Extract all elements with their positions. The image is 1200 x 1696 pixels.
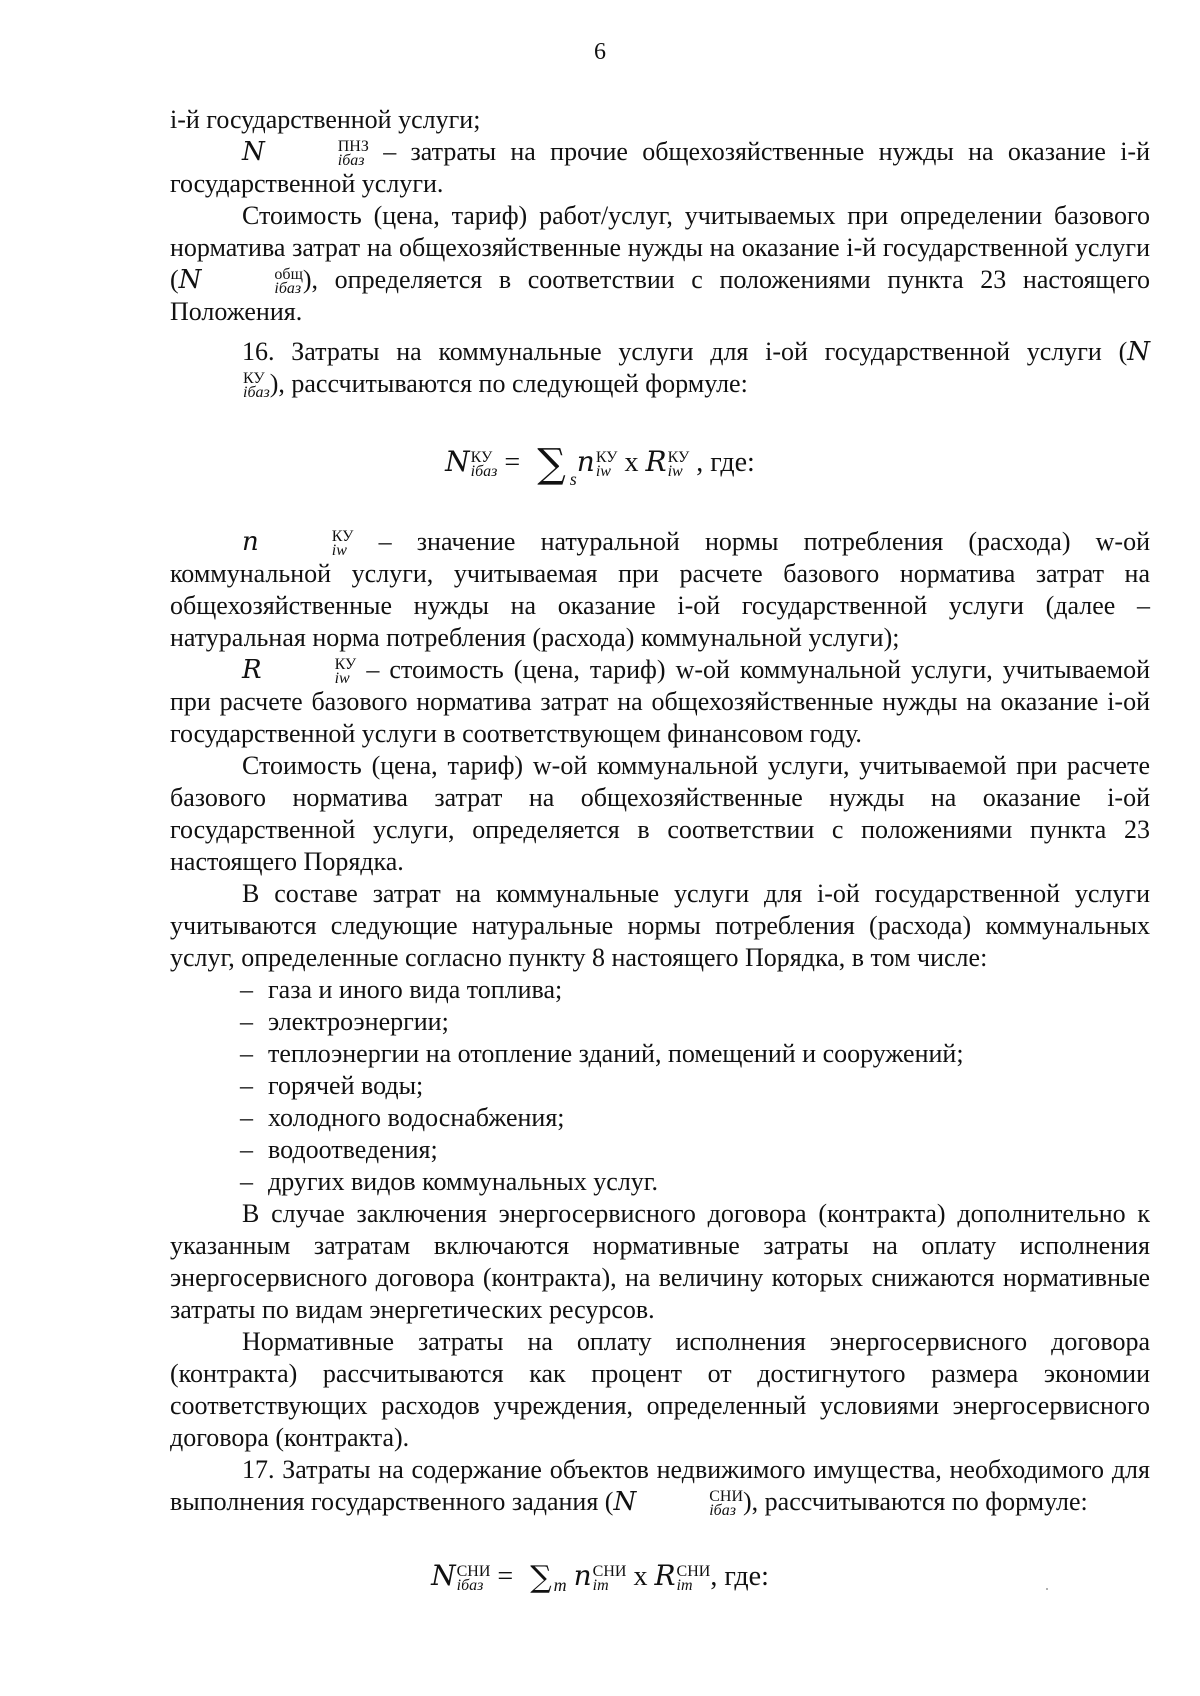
symbol-n-ku-sup: КУ: [243, 370, 265, 388]
scan-speck: [1046, 1588, 1048, 1590]
paragraph-1: [170, 104, 1150, 136]
symbol-n-pnz-sup: ПНЗ: [337, 138, 369, 156]
paragraph-8: [170, 878, 1150, 974]
paragraph-10-text: Нормативные затраты на оплату исполнения энергосервисного договора (контракта) рассчитываются как процент от достигнутого размера экономии соответствующих расходов учреждения, определенный условиями энергосервисного договора (контракта).: [170, 1327, 1150, 1452]
formula-sni-lhs-indices: [456, 1562, 491, 1594]
paragraph-6: [170, 654, 1150, 750]
paragraph-11-text: [170, 1454, 1150, 1518]
formula-ku-lhs-indices: [470, 448, 498, 480]
paragraph-3: [170, 200, 1150, 328]
formula-sni-r-sup: СНИ: [676, 1562, 711, 1580]
symbol-n-sni: N: [613, 1487, 637, 1517]
paragraph-11: [170, 1454, 1150, 1518]
formula-sni-n-indices: [592, 1562, 627, 1594]
paragraph-3-part-a: Стоимость (цена, тариф) работ/услуг, учитываемых при определении базового норматива затрат на общехозяйственные нужды на оказание i-й государственной услуги (: [170, 201, 1150, 294]
symbol-n-obsh: N: [178, 265, 202, 295]
utility-list: [240, 974, 1140, 1198]
formula-sni-tail: , где:: [710, 1561, 769, 1592]
symbol-n-iw-sub: iw: [331, 542, 347, 560]
symbol-n-iw-sup: КУ: [331, 528, 354, 546]
formula-ku-lhs: N: [445, 445, 470, 478]
list-item-text: других видов коммунальных услуг.: [268, 1167, 659, 1196]
formula-ku-lhs-sub: iбаз: [470, 462, 498, 480]
paragraph-3-part-b: ), определяется в соответствии с положениями пункта 23 настоящего Положения.: [170, 265, 1150, 327]
paragraph-7: [170, 750, 1150, 878]
paragraph-5: [170, 526, 1150, 654]
formula-sni-sum-index: m: [553, 1575, 567, 1595]
formula-ku-equals: =: [497, 447, 528, 478]
paragraph-2-body: – затраты на прочие общехозяйственные нужды на оказание i-й государственной услуги.: [170, 137, 1150, 199]
paragraph-2: [170, 136, 1150, 200]
symbol-n-iw-indices: [260, 530, 354, 558]
symbol-n-pnz-indices: [266, 140, 369, 168]
symbol-n-obsh-indices: [202, 268, 302, 296]
symbol-n-sni-sup: СНИ: [709, 1488, 743, 1506]
paragraph-11-part-b: ), рассчитываются по формуле:: [743, 1487, 1088, 1516]
formula-sni-r-sub: im: [676, 1576, 693, 1594]
formula-sni-n-sub: im: [592, 1576, 609, 1594]
formula-ku-r-indices: [667, 448, 690, 480]
formula-ku-n-indices: [595, 448, 618, 480]
paragraph-1-text: i-й государственной услуги;: [170, 105, 481, 134]
formula-ku-lhs-sup: КУ: [470, 448, 493, 466]
symbol-r-iw-indices: [263, 658, 357, 686]
formula-ku: [0, 441, 1200, 495]
formula-sni-times: x: [626, 1561, 655, 1592]
symbol-n-ku: N: [1127, 337, 1150, 367]
paragraph-4-text: [170, 336, 1150, 400]
paragraph-5-text: [170, 526, 1150, 654]
formula-sni-equals: =: [490, 1561, 521, 1592]
paragraph-4-part-a: 16. Затраты на коммунальные услуги для i-ой государственной услуги (: [242, 337, 1128, 366]
list-dash: –: [240, 1103, 253, 1132]
formula-ku-r-sup: КУ: [667, 448, 690, 466]
formula-sni-n: n: [573, 1559, 592, 1592]
paragraph-4-part-b: ), рассчитываются по следующей формуле:: [269, 369, 748, 398]
paragraph-9-text: В случае заключения энергосервисного договора (контракта) дополнительно к указанным затратам включаются нормативные затраты на оплату исполнения энергосервисного договора (контракта), на величину которых снижаются нормативные затраты по видам энергетических ресурсов.: [170, 1199, 1150, 1324]
paragraph-11-part-a: 17. Затраты на содержание объектов недвижимого имущества, необходимого для выполнения государственного задания (: [170, 1455, 1150, 1516]
list-item: [240, 1038, 1140, 1070]
formula-ku-times: x: [617, 447, 646, 478]
symbol-n-ku-indices: [171, 372, 270, 400]
list-dash: –: [240, 1135, 253, 1164]
formula-ku-tail: , где:: [689, 447, 755, 478]
formula-sni: [0, 1560, 1200, 1601]
symbol-r-iw-sup: КУ: [334, 656, 357, 674]
list-item: [240, 1166, 1140, 1198]
formula-ku-r-sub: iw: [667, 462, 683, 480]
paragraph-6-text: [170, 654, 1150, 750]
list-item: [240, 1134, 1140, 1166]
list-item-text: теплоэнергии на отопление зданий, помещений и сооружений;: [268, 1039, 964, 1068]
paragraph-2-text: [170, 136, 1150, 200]
symbol-r-iw-sub: iw: [334, 670, 350, 688]
symbol-n-obsh-sub: iбаз: [274, 280, 302, 298]
list-item-text: водоотведения;: [268, 1135, 438, 1164]
formula-sni-lhs: N: [431, 1559, 456, 1592]
formula-ku-n-sup: КУ: [595, 448, 618, 466]
paragraph-7-text: Стоимость (цена, тариф) w-ой коммунальной услуги, учитываемой при расчете базового норматива затрат на общехозяйственные нужды на оказание i-ой государственной услуги, определяется в соответствии с положениями пункта 23 настоящего Порядка.: [170, 751, 1150, 876]
formula-sni-r-indices: [676, 1562, 711, 1594]
list-item-text: горячей воды;: [268, 1071, 424, 1100]
formula-ku-r: R: [645, 445, 667, 478]
list-item-text: электроэнергии;: [268, 1007, 449, 1036]
formula-ku-sum-sign: ∑: [537, 441, 566, 487]
paragraph-3-text: [170, 200, 1150, 328]
formula-sni-sum-sign: ∑: [530, 1560, 552, 1595]
paragraph-9: [170, 1198, 1150, 1326]
paragraph-10: [170, 1326, 1150, 1454]
list-dash: –: [240, 1039, 253, 1068]
list-dash: –: [240, 1007, 253, 1036]
formula-sni-r: R: [654, 1559, 676, 1592]
list-item-text: холодного водоснабжения;: [268, 1103, 565, 1132]
formula-ku-n-sub: iw: [595, 462, 611, 480]
list-item: [240, 1102, 1140, 1134]
list-dash: –: [240, 1071, 253, 1100]
list-dash: –: [240, 1167, 253, 1196]
list-item-text: газа и иного вида топлива;: [268, 975, 563, 1004]
symbol-n-sni-sub: iбаз: [709, 1502, 736, 1520]
symbol-n-pnz: N: [242, 137, 265, 167]
formula-sni-lhs-sup: СНИ: [456, 1562, 491, 1580]
symbol-r-iw: R: [242, 655, 262, 685]
list-item: [240, 1006, 1140, 1038]
paragraph-4: [170, 336, 1150, 400]
formula-ku-n: n: [576, 445, 595, 478]
list-item: [240, 974, 1140, 1006]
paragraph-8-text: В составе затрат на коммунальные услуги для i-ой государственной услуги учитываются следующие натуральные нормы потребления (расхода) коммунальных услуг, определенные согласно пункту 8 настоящего Порядка, в том числе:: [170, 879, 1150, 972]
formula-sni-lhs-sub: iбаз: [456, 1576, 484, 1594]
formula-ku-sum-index: s: [569, 469, 577, 489]
symbol-n-sni-indices: [637, 1490, 743, 1518]
formula-sni-n-sup: СНИ: [592, 1562, 627, 1580]
page-number: 6: [594, 39, 606, 65]
list-item: [240, 1070, 1140, 1102]
paragraph-5-body: – значение натуральной нормы потребления (расхода) w-ой коммунальной услуги, учитываемая при расчете базового норматива затрат на общехозяйственные нужды на оказание i-ой государственной услуги (далее – натуральная норма потребления (расхода) коммунальной услуги);: [170, 527, 1150, 653]
symbol-n-obsh-sup: общ: [274, 266, 303, 284]
symbol-n-iw: n: [242, 527, 259, 557]
paragraph-6-body: – стоимость (цена, тариф) w-ой коммунальной услуги, учитываемой при расчете базового норматива затрат на общехозяйственные нужды на оказание i-ой государственной услуги в соответствующем финансовом году.: [170, 655, 1150, 749]
list-dash: –: [240, 975, 253, 1004]
symbol-n-ku-sub: iбаз: [243, 384, 270, 402]
symbol-n-pnz-sub: iбаз: [337, 152, 365, 170]
